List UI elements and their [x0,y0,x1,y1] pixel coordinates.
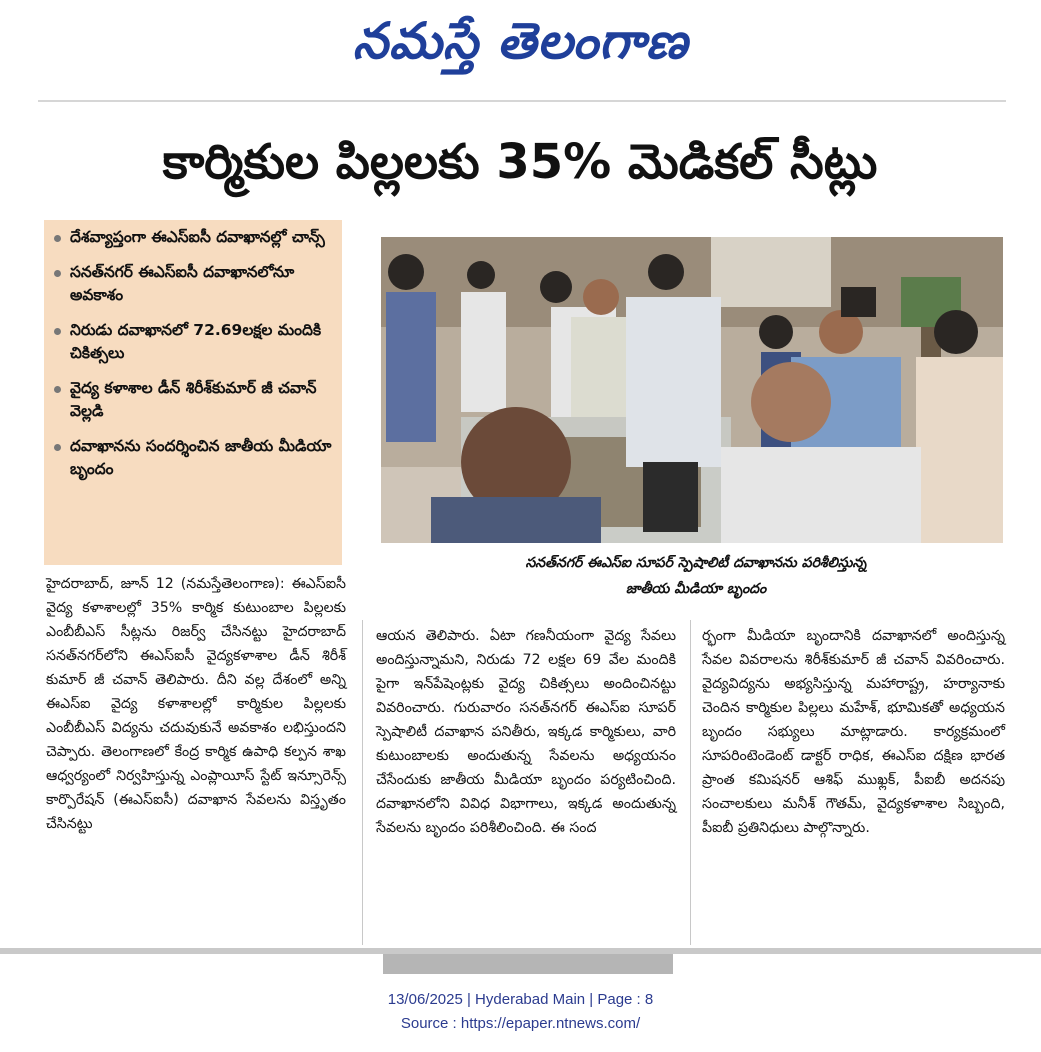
highlight-item [52,377,334,423]
highlights-box [44,220,342,565]
news-photo-image [381,237,1003,543]
highlight-item [52,261,334,307]
bullet-icon [54,386,61,393]
bullet-icon [54,444,61,451]
bullet-icon [54,328,61,335]
highlight-text: సనత్‌నగర్ ఈఎస్ఐసీ దవాఖానలోనూ అవకాశం [70,263,295,304]
article-column-3: ర్భంగా మీడియా బృందానికి దవాఖానలో అందిస్తున్న సేవల వివరాలను శిరీశ్‌కుమార్ జీ చవాన్ వివరించారు. వైద్యవిద్యను అభ్యసిస్తున్న మహారాష్ట్ర, హర్యానాకు చెందిన కార్మికుల పిల్లలు మహేశ్, భూమికతో అధ్యయన బృందం సభ్యులు మాట్లాడారు. కార్యక్రమంలో సూపరింటెండెంట్ డాక్టర్ రాధిక, ఈఎస్ఐ దక్షిణ భారత ప్రాంత కమిషనర్ ఆశిఫ్ ముఖ్లక్, పీఐబీ అదనపు సంచాలకులు మనీశ్ గౌతమ్, వైద్యకళాశాల సిబ్బంది, పీఐబీ ప్రతినిధులు పాల్గొన్నారు. [702,628,1005,836]
next-article-strip [383,954,673,974]
footer-date-edition: 13/06/2025 | Hyderabad Main | Page : 8 [387,991,654,1008]
highlight-text: వైద్య కళాశాల డీన్ శిరీశ్‌కుమార్ జీ చవాన్ వెల్లడి [70,379,317,420]
highlight-item [52,435,334,481]
column-divider [362,620,363,945]
footer [0,988,1041,1036]
headline: కార్మికుల పిల్లలకు 35% మెడికల్ సీట్లు [162,134,878,190]
masthead [0,0,1041,90]
caption-line: జాతీయ మీడియా బృందం [625,581,767,597]
top-divider [38,100,1006,102]
highlight-text: నిరుడు దవాఖానలో 72.69లక్షల మందికి చికిత్సలు [70,321,322,362]
masthead-title: నమస్తే తెలంగాణ [352,11,689,70]
highlight-text: దేశవ్యాప్తంగా ఈఎస్ఐసీ దవాఖానల్లో చాన్స్ [70,228,325,246]
bullet-icon [54,270,61,277]
footer-source-link[interactable]: Source : https://epaper.ntnews.com/ [400,1015,641,1032]
photo-caption [396,550,996,602]
news-photo [381,237,1003,543]
highlight-text: దవాఖానను సందర్శించిన జాతీయ మీడియా బృందం [70,437,332,478]
article-column-2: ఆయన తెలిపారు. ఏటా గణనీయంగా వైద్య సేవలు అందిస్తున్నామని, నిరుడు 72 లక్షల 69 వేల మందికి పైగా ఇన్‌పేషెంట్లకు వైద్య చికిత్సలు అందించినట్టు వివరించారు. గురువారం సనత్‌నగర్ ఈఎస్ఐ సూపర్ స్పెషాలిటీ దవాఖాన పనితీరు, ఇక్కడ కార్మికులు, వారి కుటుంబాలకు అందుతున్న సేవలను అధ్యయనం చేసేందుకు జాతీయ మీడియా బృందం పర్యటించింది. దవాఖానలోని వివిధ విభాగాలు, ఇక్కడ అందుతున్న సేవలను బృందం పరిశీలించింది. ఈ సంద [376,628,676,836]
column-divider [690,620,691,945]
highlight-item [52,319,334,365]
article-column-1: హైదరాబాద్, జూన్ 12 (నమస్తేతెలంగాణ): ఈఎస్ఐసీ వైద్య కళాశాలల్లో 35% కార్మిక కుటుంబాల పిల్లలకు ఎంబీబీఎస్ సీట్లను రిజర్వ్ చేసినట్టు హైదరాబాద్ సనత్‌నగర్‌లోని ఈఎస్ఐసీ వైద్యకళాశాల డీన్ శిరీశ్ కుమార్ జీ చవాన్ తెలిపారు. దీని వల్ల దేశంలో అన్ని ఈఎస్ఐ వైద్య కళాశాలల్లో కార్మికుల పిల్లలకు ఎంబీబీఎస్ విద్యను చదువుకునే అవకాశం లభిస్తుందని చెప్పారు. తెలంగాణలో కేంద్ర కార్మిక ఉపాధి కల్పన శాఖ ఆధ్వర్యంలో నిర్వహిస్తున్న ఎంప్లాయీస్ స్టేట్ ఇన్సూరెన్స్ కార్పొరేషన్ (ఈఎస్ఐసీ) దవాఖాన సేవలను విస్తృతం చేసినట్టు [46,576,346,832]
caption-line: సనత్‌నగర్ ఈఎస్ఐ సూపర్ స్పెషాలిటీ దవాఖానను పరిశీలిస్తున్న [525,555,867,571]
highlight-item [52,226,334,249]
bullet-icon [54,235,61,242]
